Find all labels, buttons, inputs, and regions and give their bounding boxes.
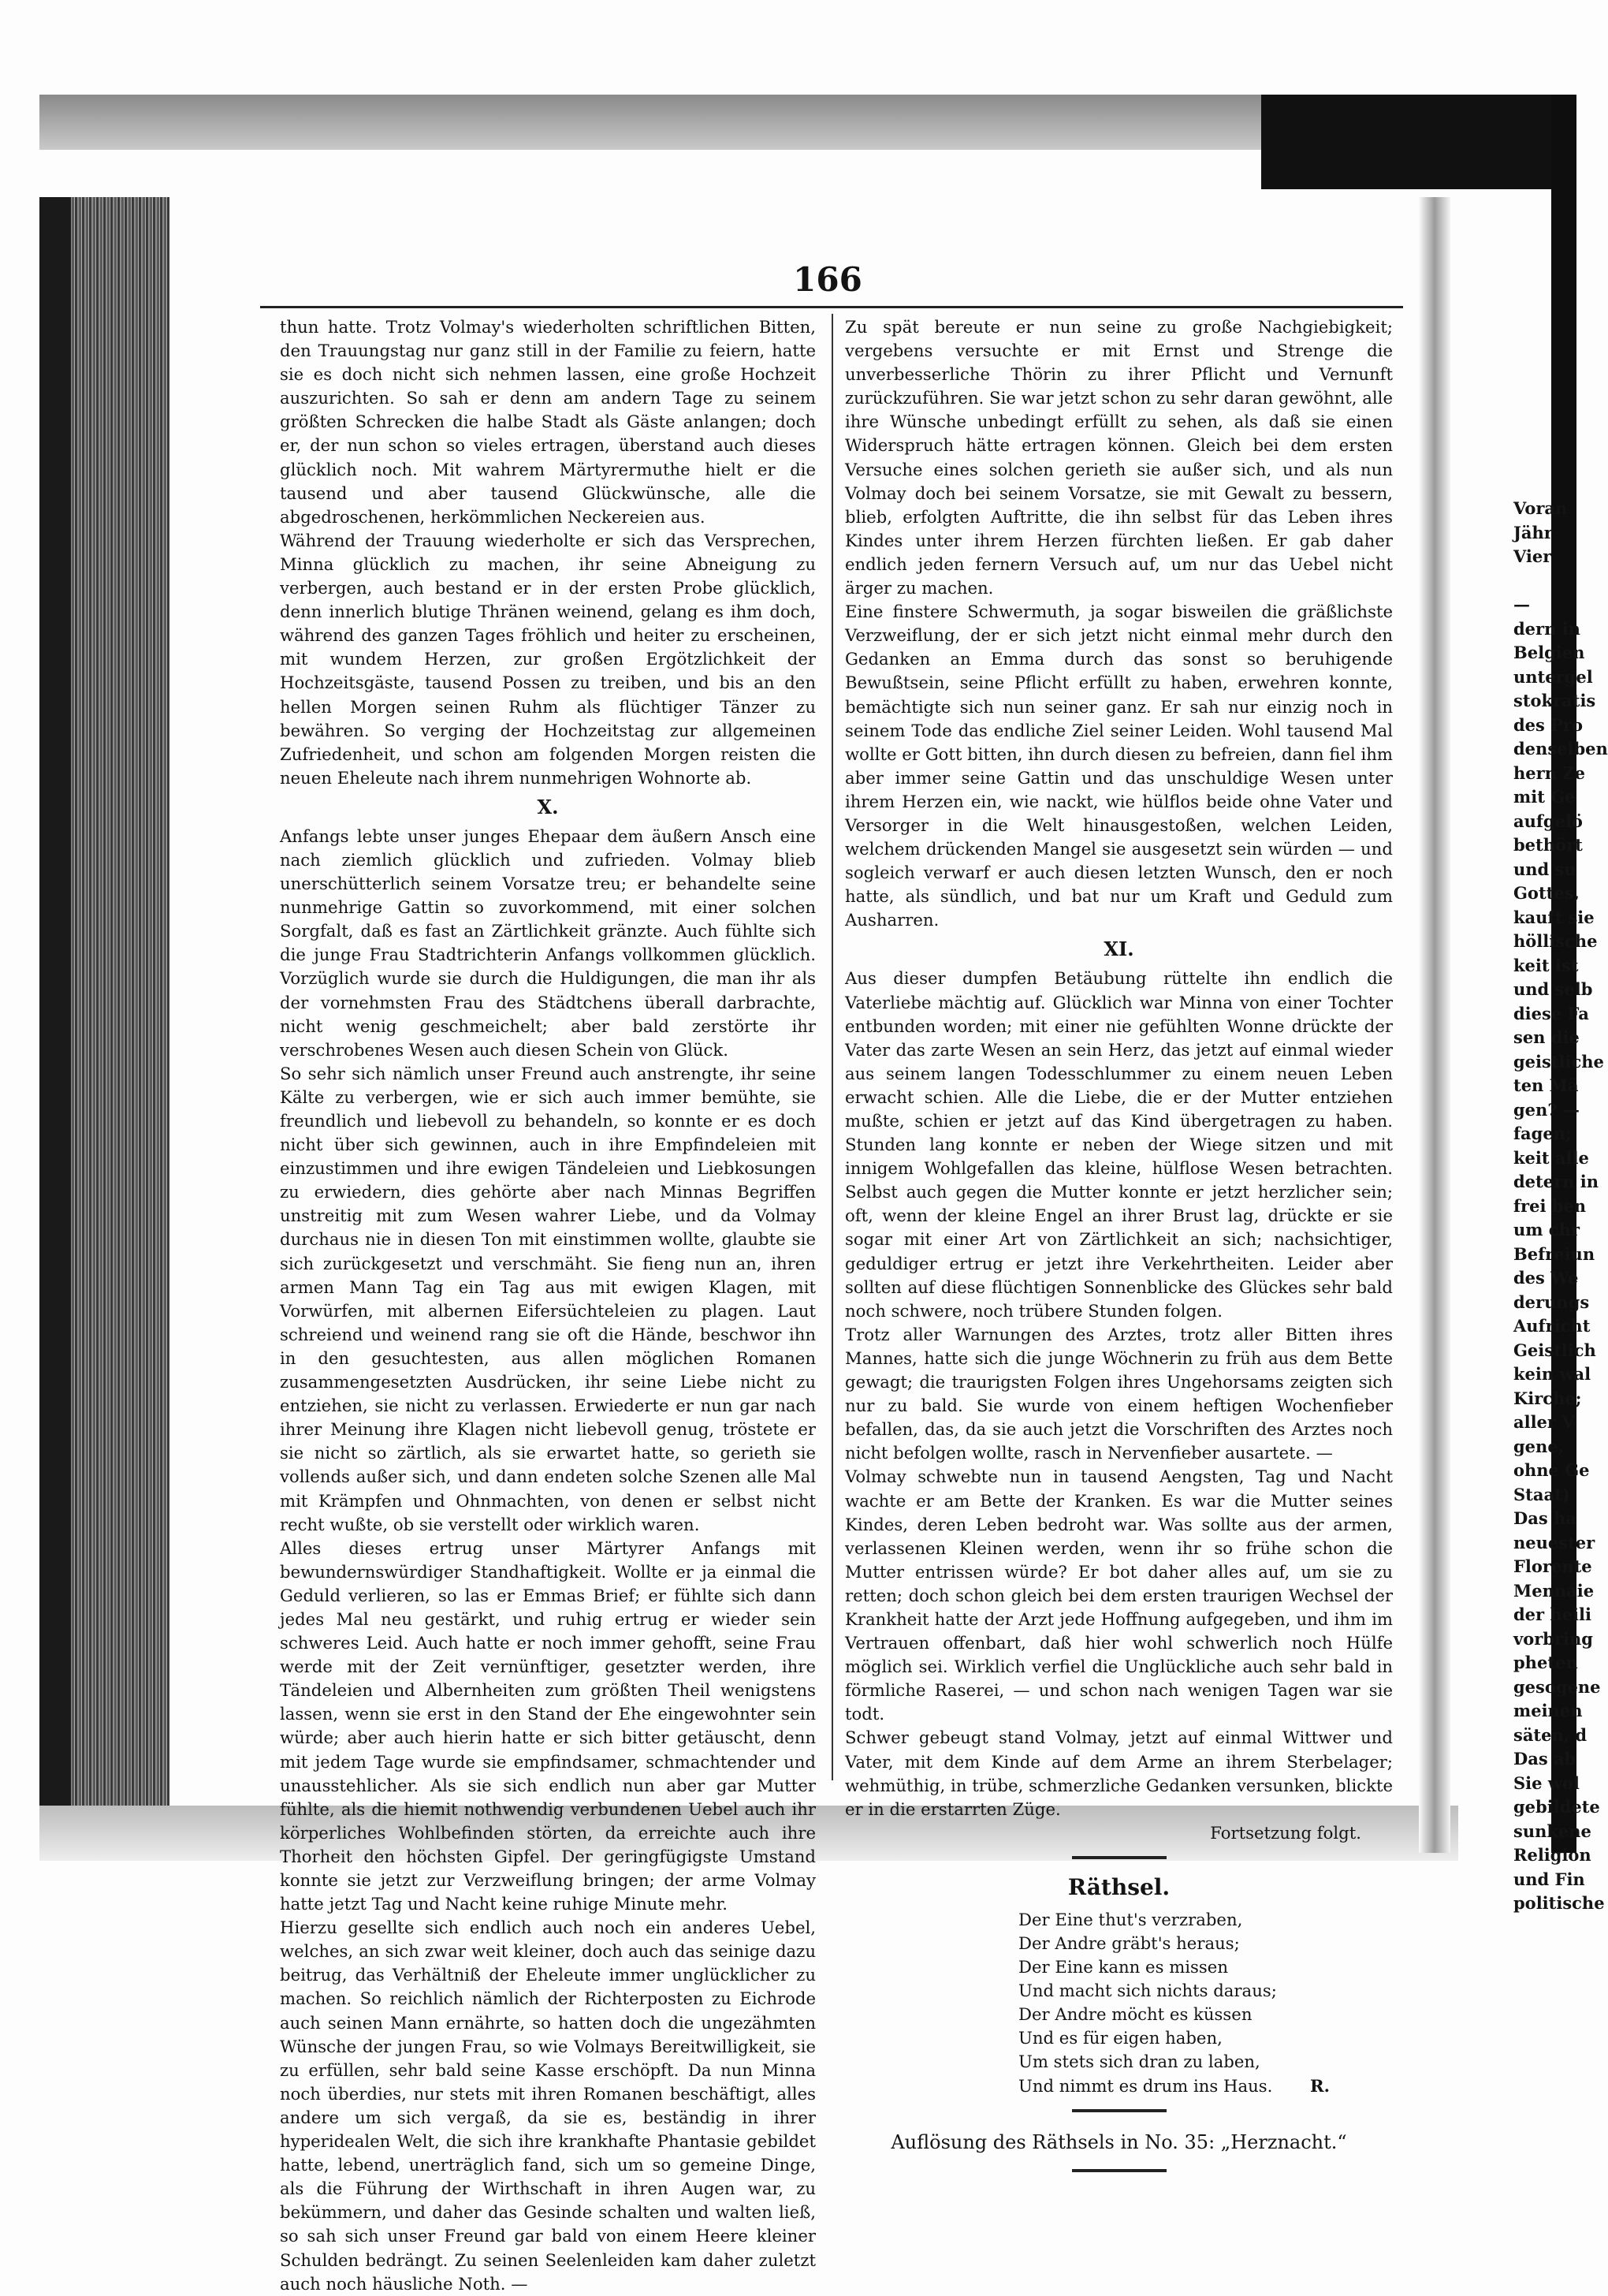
paragraph: Schwer gebeugt stand Volmay, jetzt auf einmal Wittwer und Vater, mit dem Kinde auf dem Arme an ihrem Sterbelager; wehmüthig, in trübe, schmerzliche Gedanken versunken, blickte er in die erstarrten Züge.: [845, 1728, 1393, 1819]
facing-page-line: Religion: [1513, 1845, 1591, 1865]
separator-rule: [1072, 1856, 1167, 1859]
paragraph: Volmay schwebte nun in tausend Aengsten, Tag und Nacht wachte er am Bette der Kranken. Es war die Mutter seines Kindes, deren Leben bedroht war. Was sollte aus der armen, verlassenen Kleinen werden, wenn ihr so frühe schon die Mutter entrissen würde? Er bot daher alles auf, um sie zu retten; doch schon gleich bei dem ersten traurigen Wechsel der Krankheit hatte der Arzt jede Hoffnung aufgegeben, und ihm im Vertrauen offenbart, daß hier wohl schwerlich noch Hülfe möglich sei. Wirklich verfiel die Unglückliche auch sehr bald in förmliche Raserei, — und schon nach wenigen Tagen war sie todt.: [845, 1467, 1393, 1724]
facing-page-line: keit alle: [1513, 1147, 1589, 1168]
facing-page-line: höllische: [1513, 931, 1598, 951]
riddle-line: Um stets sich dran zu laben,: [1018, 2052, 1260, 2072]
facing-page-line: Geistlich: [1513, 1340, 1596, 1360]
facing-page-line: [1513, 569, 1576, 594]
riddle-solution: Auflösung des Räthsels in No. 35: „Herznacht.“: [891, 2130, 1347, 2153]
riddle-title: Räthsel.: [1067, 1873, 1171, 1900]
facing-page-line: diese Fa: [1513, 1003, 1589, 1023]
facing-page-line: mit Ge: [1513, 787, 1576, 807]
riddle-line: Und es für eigen haben,: [1018, 2028, 1223, 2048]
riddle-author: R.: [1310, 2075, 1330, 2096]
facing-page-line: frei ben: [1513, 1195, 1587, 1216]
facing-page-line: gebildete: [1513, 1797, 1600, 1817]
facing-page-line: Mennaie: [1513, 1580, 1595, 1601]
facing-page-line: Sie wol: [1513, 1772, 1580, 1793]
facing-page-line: geistliche: [1513, 1051, 1604, 1072]
facing-page-line: keit ist: [1513, 955, 1579, 975]
facing-page-line: hern Ze: [1513, 762, 1585, 783]
facing-page-line: und selb: [1513, 979, 1593, 999]
facing-page-line: —: [1513, 594, 1530, 614]
facing-page-line: gene,: [1513, 1436, 1564, 1456]
facing-page-line: politische: [1513, 1893, 1605, 1913]
scan-shadow-top: [39, 95, 1261, 150]
riddle-line: Der Andre gräbt's heraus;: [1018, 1933, 1240, 1953]
facing-page-line: kauft sie: [1513, 907, 1595, 927]
facing-page-line: ten Mä: [1513, 1075, 1579, 1095]
separator-rule: [1072, 2109, 1167, 2112]
paragraph: Während der Trauung wiederholte er sich das Versprechen, Minna glücklich zu machen, ihr seine Abneigung zu verbergen, auch bestand er in der ersten Probe glücklich, denn innerlich blutige Thränen weinend, gelang es ihm doch, während des ganzen Tages fröhlich und heiter zu erscheinen, mit wundem Herzen, zur großen Ergötzlichkeit der Hochzeitsgäste, tausend Possen zu treiben, und bis an den hellen Morgen seinen Ruhm als flüchtiger Tänzer zu bewähren. So verging der Hochzeitstag zur allgemeinen Zufriedenheit, und schon am folgenden Morgen reisten die neuen Eheleute nach ihrem nunmehrigen Wohnorte ab.: [280, 530, 816, 788]
riddle-line: Und nimmt es drum ins Haus.: [1018, 2075, 1273, 2096]
facing-page-line: ohne Ge: [1513, 1460, 1590, 1480]
facing-page-line: Gottes,: [1513, 883, 1580, 903]
facing-page-line: Das ha: [1513, 1508, 1576, 1528]
facing-page-line: Florente: [1513, 1556, 1592, 1576]
facing-page-line: meinen: [1513, 1701, 1583, 1720]
book-cover-edge: [39, 197, 71, 1806]
facing-page-line: und su: [1513, 859, 1576, 879]
paragraph: Aus dieser dumpfen Betäubung rüttelte ihn endlich die Vaterliebe mächtig auf. Glücklich war Minna von einer Tochter entbunden worden; mit einer nie gefühlten Wonne drückte der Vater das zarte Wesen an sein Herz, das jetzt auf einmal wieder aus seinem langen Todesschlummer zu einem neuen Leben erwacht schien. Alle die Liebe, die er der Mutter entziehen mußte, schien er jetzt auf das Kind übergetragen zu haben. Stunden lang konnte er neben der Wiege sitzen und mit innigem Wohlgefallen das kleine, hülflose Wesen betrachten. Selbst auch gegen die Mutter konnte er jetzt herzlicher sein; oft, wenn der kleine Engel an ihrer Brust lag, drückte er sie sogar mit einer Art von Zärtlichkeit an sich; nachsichtiger, geduldiger ertrug er jetzt ihre Verkehrtheiten. Leider aber sollten auf diese flüchtigen Sonnenblicke des Glückes sehr bald noch schwere, noch trübere Stunden folgen.: [845, 968, 1393, 1321]
facing-page-line: bethört: [1513, 835, 1583, 855]
continuation-note: Fortsetzung folgt.: [1210, 1822, 1361, 1843]
facing-page-line: um chr: [1513, 1220, 1580, 1239]
facing-page-line: des We: [1513, 1268, 1579, 1288]
facing-page-line: Das ab: [1513, 1749, 1576, 1769]
facing-page-line: vorbring: [1513, 1628, 1593, 1649]
riddle-line: Der Eine thut's verzraben,: [1018, 1909, 1243, 1929]
separator-rule: [1072, 2169, 1167, 2172]
facing-page-fragment: [1513, 497, 1608, 1916]
facing-page-line: untergel: [1513, 666, 1593, 687]
facing-page-line: gen? —: [1513, 1099, 1580, 1120]
riddle-line: Der Eine kann es missen: [1018, 1957, 1228, 1977]
facing-page-line: fagen;: [1513, 1124, 1572, 1143]
chapter-heading-xi: XI.: [1104, 937, 1134, 961]
facing-page-line: Jähr: [1513, 522, 1553, 542]
facing-page-line: aller V: [1513, 1412, 1575, 1432]
facing-page-line: Kirche;: [1513, 1388, 1582, 1408]
right-column: [845, 315, 1393, 2183]
facing-page-line: sen die: [1513, 1027, 1580, 1047]
facing-page-line: neuester: [1513, 1532, 1595, 1552]
facing-page-line: Belgien: [1513, 643, 1585, 662]
facing-page-line: Vier: [1513, 546, 1552, 566]
facing-page-line: derungs: [1513, 1292, 1590, 1312]
facing-page-line: und Fin: [1513, 1869, 1585, 1889]
facing-page-line: detern in: [1513, 1172, 1599, 1191]
facing-page-line: stokratis: [1513, 691, 1596, 710]
facing-page-line: aufgelö: [1513, 811, 1583, 831]
paragraph: Hierzu gesellte sich endlich auch noch ein anderes Uebel, welches, an sich zwar weit kleiner, doch auch das seinige dazu beitrug, das Verhältniß der Eheleute immer unglücklicher zu machen. So reichlich nämlich der Richterposten zu Eichrode auch seinen Mann ernährte, so hatten doch die ungezähmten Wünsche der jungen Frau, so wie Volmays Bereitwilligkeit, sie zu erfüllen, sehr bald seine Kasse erschöpft. Da nun Minna noch überdies, nur stets mit ihren Romanen beschäftigt, alles andere um sich vergaß, da sie es, beständig in ihrer hyperidealen Welt, die sich ihre krankhafte Phantasie gebildet hatte, lebend, unerträglich fand, sich um so gemeine Dinge, als die Führung der Wirthschaft in ihren Augen war, zu bekümmern, und daher das Gesinde schalten und walten ließ, so sah sich unser Freund gar bald von einem Heere kleiner Schulden bedrängt. Zu seinen Seelenleiden kam daher zuletzt auch noch häusliche Noth. —: [280, 1918, 816, 2294]
column-divider: [832, 314, 833, 1780]
facing-page-line: sunkene: [1513, 1821, 1591, 1841]
facing-page-line: kein wal: [1513, 1364, 1591, 1384]
page-number: 166: [793, 260, 862, 299]
paragraph: Eine finstere Schwermuth, ja sogar bisweilen die gräßlichste Verzweiflung, der er sich jetzt nicht einmal mehr durch den Gedanken an Emma durch das sonst so beruhigende Bewußtsein, seine Pflicht erfüllt zu haben, erwehren konnte, bemächtigte sich nun seiner ganz. Er sah nur einzig noch in seinem Tode das endliche Ziel seiner Leiden. Wohl tausend Mal wollte er Gott bitten, ihn durch diesen zu befreien, dann fiel ihm aber immer seine Gattin und das unschuldige Wesen unter ihrem Herzen ein, wie nackt, wie hülflos beide ohne Vater und Versorger in die Welt hinausgestoßen, welchen Leiden, welchem drückenden Mangel sie ausgesetzt sein würden — und sogleich verwarf er auch diesen letzten Wunsch, den er noch hatte, als sündlich, und bat nur um Kraft und Geduld zum Ausharren.: [845, 602, 1393, 930]
facing-page-line: denselben: [1513, 739, 1608, 758]
facing-page-line: pheten: [1513, 1653, 1578, 1672]
scan-border-top: [1261, 95, 1576, 189]
facing-page-line: des Pro: [1513, 714, 1584, 735]
facing-page-line: Voran: [1513, 498, 1568, 518]
paragraph: Trotz aller Warnungen des Arztes, trotz aller Bitten ihres Mannes, hatte sich die junge Wöchnerin zu früh aus dem Bette gewagt; die traurigsten Folgen ihres Ungehorsams zeigten sich nur zu bald. Sie wurde von einem heftigen Wochenfieber befallen, das, da sie auch jetzt die Vorschriften des Arztes noch nicht befolgen wollte, rasch in Nervenfieber ausartete. —: [845, 1324, 1393, 1463]
facing-page-line: Befreiun: [1513, 1243, 1595, 1264]
paragraph: Alles dieses ertrug unser Märtyrer Anfangs mit bewundernswürdiger Standhaftigkeit. Wollte er ja einmal die Geduld verlieren, so las er Emmas Brief; er fühlte sich dann jedes Mal neu gestärkt, und ruhig ertrug er wieder sein schweres Leid. Auch hatte er noch immer gehofft, seine Frau werde mit der Zeit vernünftiger, gesetzter werden, ihre Tändeleien und Albernheiten zum größten Theil wenigstens lassen, wenn sie erst in den Stand der Ehe eingewohnter sein würde; aber auch hierin hatte er sich bitter getäuscht, denn mit jedem Tage wurde sie empfindsamer, schmachtender und unausstehlicher. Als sie sich endlich nun aber gar Mutter fühlte, als die hiemit nothwendig verbundenen Uebel auch ihr körperliches Wohlbefinden störten, da erreichte auch ihre Thorheit den höchsten Gipfel. Der geringfügigste Umstand konnte sie jetzt zur Verzweiflung bringen; der arme Volmay hatte jetzt Tag und Nacht keine ruhige Minute mehr.: [280, 1538, 816, 1914]
facing-page-line: dern in: [1513, 618, 1580, 639]
facing-page-line: säten, d: [1513, 1724, 1588, 1745]
left-column: [280, 315, 816, 2296]
paragraph: Anfangs lebte unser junges Ehepaar dem äußern Ansch eine nach ziemlich glücklich und zufrieden. Volmay blieb unerschütterlich seinem Vorsatze treu; er behandelte seine nunmehrige Gattin so zuvorkommend, mit einer solchen Sorgfalt, daß es fast an Zärtlichkeit gränzte. Auch fühlte sich die junge Frau Stadtrichterin Anfangs vollkommen glücklich. Vorzüglich wurde sie durch die Huldigungen, die man ihr als der vornehmsten Frau des Städtchens überall darbrachte, nicht wenig geschmeichelt; aber bald zerstörte ihr verschrobenes Wesen auch diesen Schein von Glück.: [280, 826, 816, 1060]
riddle-line: Und macht sich nichts daraus;: [1018, 1981, 1277, 2001]
facing-page-line: gesogene: [1513, 1676, 1601, 1697]
facing-page-line: Aufricht: [1513, 1316, 1591, 1336]
paragraph: So sehr sich nämlich unser Freund auch anstrengte, ihr seine Kälte zu verbergen, wie er sich auch immer bemühte, sie freundlich und liebevoll zu behandeln, so konnte er es doch nicht über sich gewinnen, auch in ihre Empfindeleien mit einzustimmen und ihre ewigen Tändeleien und Liebkosungen zu erwiedern, dies gehörte aber nach Minnas Begriffen unstreitig mit zum Wesen wahrer Liebe, und da Volmay durchaus nie in diesen Ton mit einstimmen wollte, glaubte sie sich zurückgesetzt und verschmäht. Sie fieng nun an, ihren armen Mann Tag ein Tag aus mit ewigen Klagen, mit Vorwürfen, mit albernen Eifersüchteleien zu plagen. Laut schreiend und weinend rang sie oft die Hände, beschwor ihn in den gesuchtesten, aus allen möglichen Romanen zusammengesetzten Ausdrücken, ihr seine Liebe nicht zu entziehen, sie nicht zu verlassen. Erwiederte er nun gar nach ihrer Meinung ihre Klagen nicht liebevoll genug, tröstete er sie nicht so zärtlich, als sie erwartet hatte, so gerieth sie vollends außer sich, und dann endeten solche Szenen alle Mal mit Krämpfen und Ohnmachten, von denen er selbst nicht recht wußte, ob sie verstellt oder wirklich waren.: [280, 1063, 816, 1534]
chapter-heading-x: X.: [537, 795, 559, 818]
paragraph: Zu spät bereute er nun seine zu große Nachgiebigkeit; vergebens versuchte er mit Ernst und Strenge die unverbesserliche Thörin zu ihrer Pflicht und Vernunft zurückzuführen. Sie war jetzt schon zu sehr daran gewöhnt, alle ihre Wünsche unbedingt erfüllt zu sehen, als daß sie einen Widerspruch hätte ertragen können. Gleich bei dem ersten Versuche eines solchen gerieth sie außer sich, und als nun Volmay doch bei seinem Vorsatze, sie mit Gewalt zu bessern, blieb, erfolgten Auftritte, die ihn selbst für das Leben ihres Kindes unter ihrem Herzen fürchten ließen. Er gab daher endlich jeden fernern Versuch auf, um nur das Uebel nicht ärger zu machen.: [845, 317, 1393, 598]
header-rule: [260, 306, 1403, 308]
facing-page-line: Staat): [1513, 1484, 1570, 1504]
paragraph: thun hatte. Trotz Volmay's wiederholten schriftlichen Bitten, den Trauungstag nur ganz still in der Familie zu feiern, hatte sie es doch nicht sich nehmen lassen, eine große Hochzeit auszurichten. So sah er denn am andern Tage zu seinem größten Schrecken die halbe Stadt als Gäste anlangen; doch er, der nun schon so vieles ertragen, überstand auch dieses glücklich noch. Mit wahrem Märtyrermuthe hielt er die tausend und aber tausend Glückwünsche, alle die abgedroschenen, herkömmlichen Neckereien aus.: [280, 317, 816, 527]
riddle-verse: [1018, 1908, 1393, 2098]
riddle-line: Der Andre möcht es küssen: [1018, 2004, 1253, 2025]
facing-page-line: der heili: [1513, 1605, 1591, 1624]
page-gutter: [1419, 197, 1450, 1853]
